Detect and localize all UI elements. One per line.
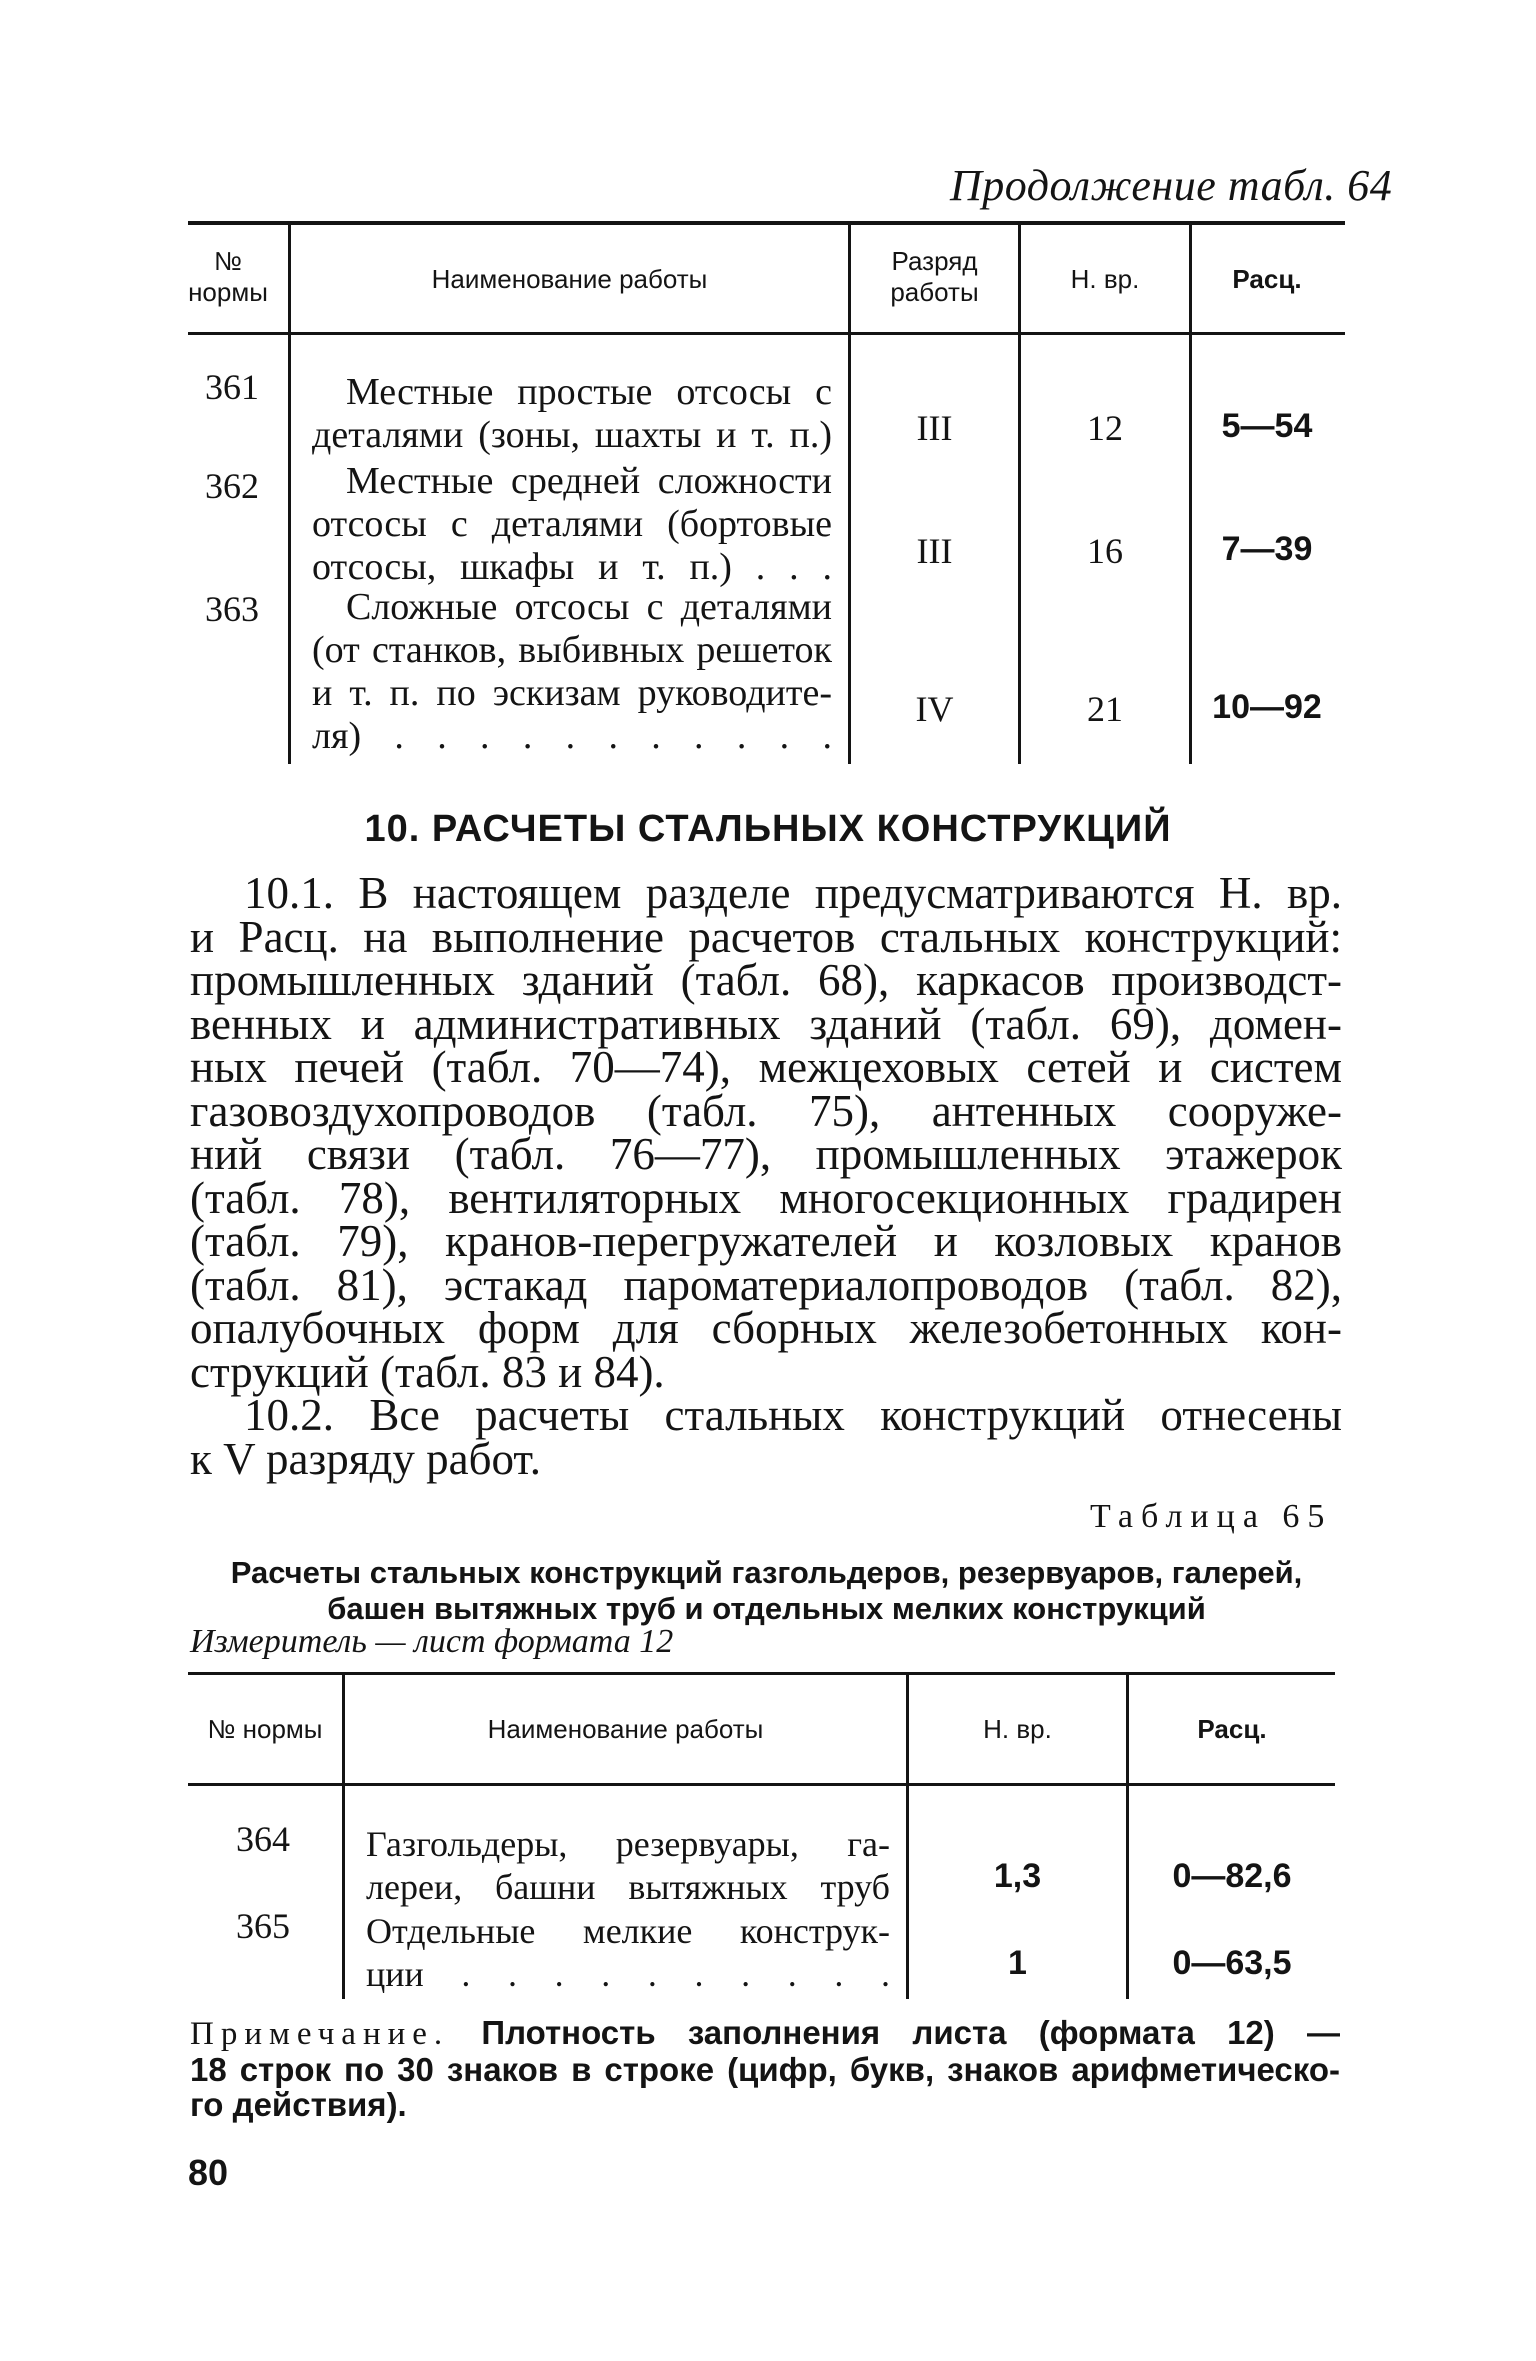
time-norm: 21 (1087, 689, 1123, 729)
work-name: Сложные отсосы с деталями (от станков, выбивных решеток и т. п. по эскизам руководите- ля) . . . . . . . . . . . (312, 586, 832, 757)
section-title: 10. РАСЧЕТЫ СТАЛЬНЫХ КОНСТРУКЦИЙ (364, 808, 1172, 850)
time-norm: 16 (1087, 531, 1123, 571)
table-header-rule (188, 332, 1345, 335)
time-norm: 12 (1087, 408, 1123, 448)
paragraph-line: промышленных зданий (табл. 68), каркасов производст- (190, 955, 1342, 1005)
table-title: Расчеты стальных конструкций газгольдеров, резервуаров, галерей, башен вытяжных труб и отдельных мелких конструкций (230, 1555, 1303, 1626)
table-caption: Таблица 65 (1090, 1498, 1333, 1535)
paragraph-line: ний связи (табл. 76—77), промышленных этажерок (190, 1129, 1342, 1179)
table-column-rule (1018, 224, 1021, 764)
work-grade: III (916, 408, 953, 448)
work-grade: III (916, 531, 953, 571)
time-norm: 1 (1008, 1944, 1027, 1982)
norm-number: 361 (205, 367, 259, 407)
table-column-rule (1189, 224, 1192, 764)
note-label: Примечание. (190, 2016, 450, 2052)
paragraph-line: (табл. 81), эстакад пароматериалопроводов (табл. 82), (190, 1259, 1342, 1310)
column-header-num: № нормы (207, 1714, 323, 1744)
rate: 0—82,6 (1172, 1857, 1292, 1895)
running-header: Продолжение табл. 64 (950, 161, 1393, 210)
work-grade: IV (915, 689, 954, 729)
column-header-num: № нормы (188, 246, 268, 307)
note-line: Примечание. Плотность заполнения листа (формата 12) — (190, 2014, 1341, 2052)
rate: 10—92 (1212, 688, 1322, 726)
paragraph-line: опалубочных форм для сборных железобетонных кон- (190, 1303, 1342, 1353)
time-norm: 1,3 (993, 1857, 1042, 1895)
note-line: 18 строк по 30 знаков в строке (цифр, букв, знаков арифметическо- (190, 2051, 1340, 2088)
norm-number: 364 (236, 1819, 290, 1859)
paragraph-line: газовоздухопроводов (табл. 75), антенных сооруже- (190, 1085, 1342, 1136)
column-header-rate: Расц. (1232, 264, 1302, 294)
column-header-grade: Разряд работы (890, 246, 979, 307)
paragraph-line: 10.1. В настоящем разделе предусматриваются Н. вр. (244, 868, 1342, 918)
norm-number: 363 (205, 589, 259, 629)
column-header-name: Наименование работы (431, 264, 708, 294)
norm-number: 362 (205, 466, 259, 506)
table-column-rule (288, 224, 291, 764)
column-header-name: Наименование работы (487, 1714, 764, 1744)
paragraph-line: венных и административных зданий (табл. 69), домен- (190, 998, 1342, 1049)
paragraph-10-2 (190, 1390, 1342, 1484)
note-line: го действия). (190, 2086, 407, 2123)
paragraph-line: струкций (табл. 83 и 84). (190, 1346, 665, 1397)
table-top-rule (188, 1672, 1335, 1675)
work-name: Отдельные мелкие конструк- ции . . . . . . . . . . (366, 1911, 890, 1994)
paragraph-line: ных печей (табл. 70—74), межцеховых сетей и систем (190, 1042, 1342, 1092)
rate: 0—63,5 (1172, 1944, 1292, 1982)
work-name: Газгольдеры, резервуары, га- лереи, башни вытяжных труб (366, 1824, 890, 1907)
paragraph-10-1 (190, 868, 1342, 1397)
paragraph-line: и Расц. на выполнение расчетов стальных конструкций: (190, 911, 1342, 962)
paragraph-line: 10.2. Все расчеты стальных конструкций отнесены (244, 1390, 1342, 1440)
column-header-time: Н. вр. (983, 1714, 1052, 1744)
table-note (190, 2015, 1340, 2122)
table-header-rule (188, 1783, 1335, 1786)
work-name: Местные средней сложности отсосы с деталями (бортовые отсосы, шкафы и т. п.) . . . (312, 460, 832, 588)
paragraph-line: к V разряду работ. (190, 1433, 541, 1484)
table-top-rule (188, 221, 1345, 225)
page-number: 80 (188, 2152, 229, 2193)
work-name: Местные простые отсосы с деталями (зоны, шахты и т. п.) (312, 371, 832, 456)
paragraph-line: (табл. 78), вентиляторных многосекционных градирен (190, 1172, 1342, 1223)
rate: 7—39 (1221, 530, 1313, 568)
rate: 5—54 (1221, 407, 1313, 445)
column-header-time: Н. вр. (1070, 264, 1140, 294)
table-unit: Измеритель — лист формата 12 (190, 1623, 674, 1660)
paragraph-line: (табл. 79), кранов-перегружателей и козловых кранов (190, 1216, 1342, 1266)
norm-number: 365 (236, 1906, 290, 1946)
column-header-rate: Расц. (1197, 1714, 1267, 1744)
